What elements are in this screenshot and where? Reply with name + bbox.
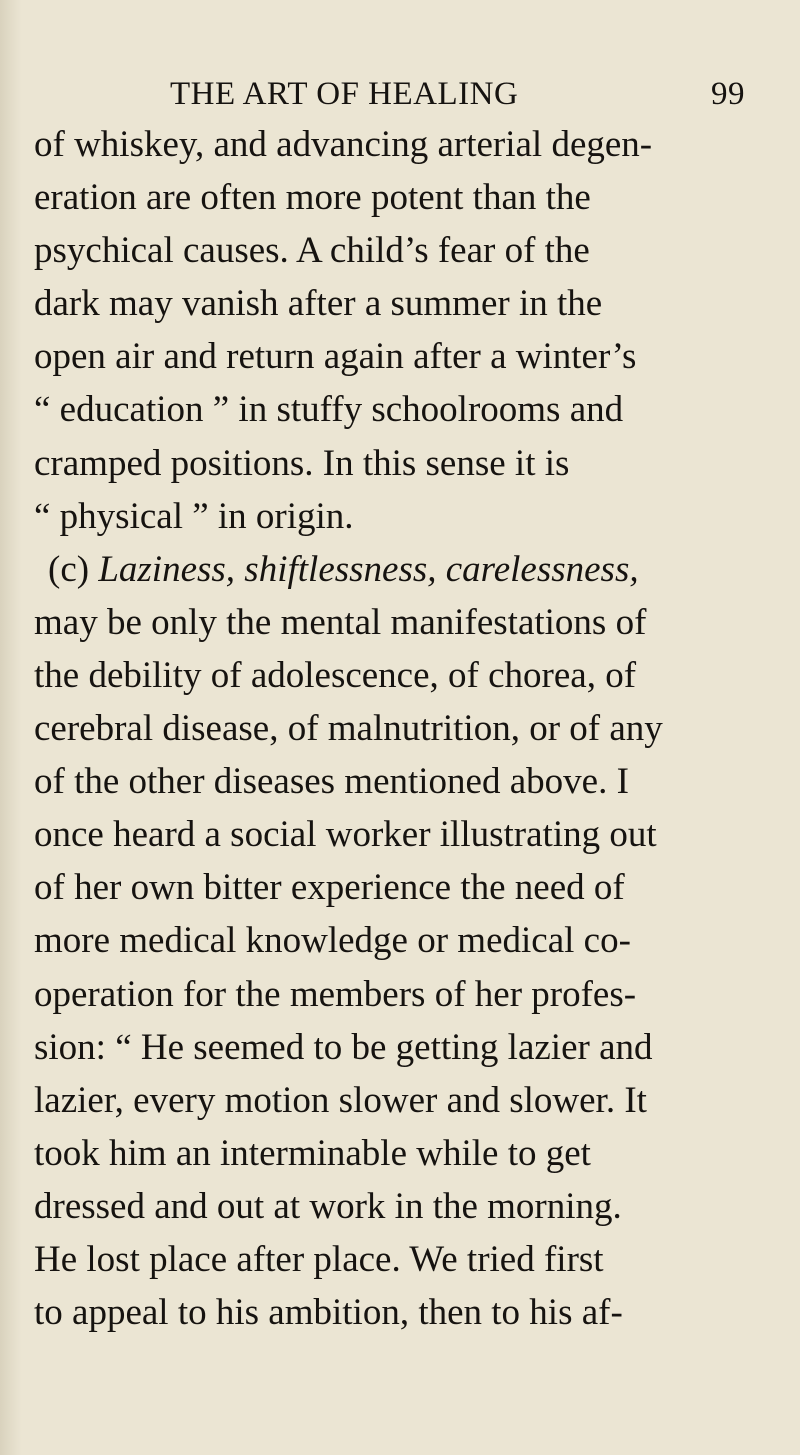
text-line-23: to appeal to his ambition, then to his af- (34, 1292, 623, 1334)
text-line-8: “ physical ” in origin. (34, 495, 354, 537)
running-title: THE ART OF HEALING (170, 76, 519, 112)
body-text (34, 118, 754, 1339)
text-line-18: sion: “ He seemed to be getting lazier and (34, 1026, 653, 1068)
text-line-15: of her own bitter experience the need of (34, 867, 625, 909)
text-line-2: eration are often more potent than the (34, 177, 591, 219)
text-line-6: “ education ” in stuffy schoolrooms and (34, 389, 624, 431)
text-line-12: cerebral disease, of malnutrition, or of any (34, 708, 663, 750)
running-header (170, 70, 745, 120)
text-line-22: He lost place after place. We tried first (34, 1238, 604, 1280)
text-line-10: may be only the mental manifestations of (34, 601, 647, 643)
text-line-11: the debility of adolescence, of chorea, of (34, 654, 637, 696)
text-line-16: more medical knowledge or medical co- (34, 920, 631, 962)
text-line-7: cramped positions. In this sense it is (34, 442, 570, 484)
text-line-17: operation for the members of her profes- (34, 973, 637, 1015)
text-line-14: once heard a social worker illustrating out (34, 814, 657, 856)
text-line-21: dressed and out at work in the morning. (34, 1185, 622, 1227)
text-line-4: dark may vanish after a summer in the (34, 283, 603, 325)
text-line-1: of whiskey, and advancing arterial degen- (34, 124, 653, 165)
text-line-19: lazier, every motion slower and slower. It (34, 1079, 647, 1121)
list-marker-c: (c) (48, 548, 99, 590)
italic-terms: Laziness, shiftlessness, carelessness, (98, 548, 639, 590)
text-line-13: of the other diseases mentioned above. I (34, 761, 629, 803)
page-edge-shadow (0, 0, 22, 1455)
text-line-5: open air and return again after a winter’s (34, 336, 637, 378)
text-line-20: took him an interminable while to get (34, 1132, 591, 1174)
text-line-9 (34, 543, 754, 596)
page-number: 99 (711, 76, 745, 112)
text-line-3: psychical causes. A child’s fear of the (34, 230, 590, 272)
